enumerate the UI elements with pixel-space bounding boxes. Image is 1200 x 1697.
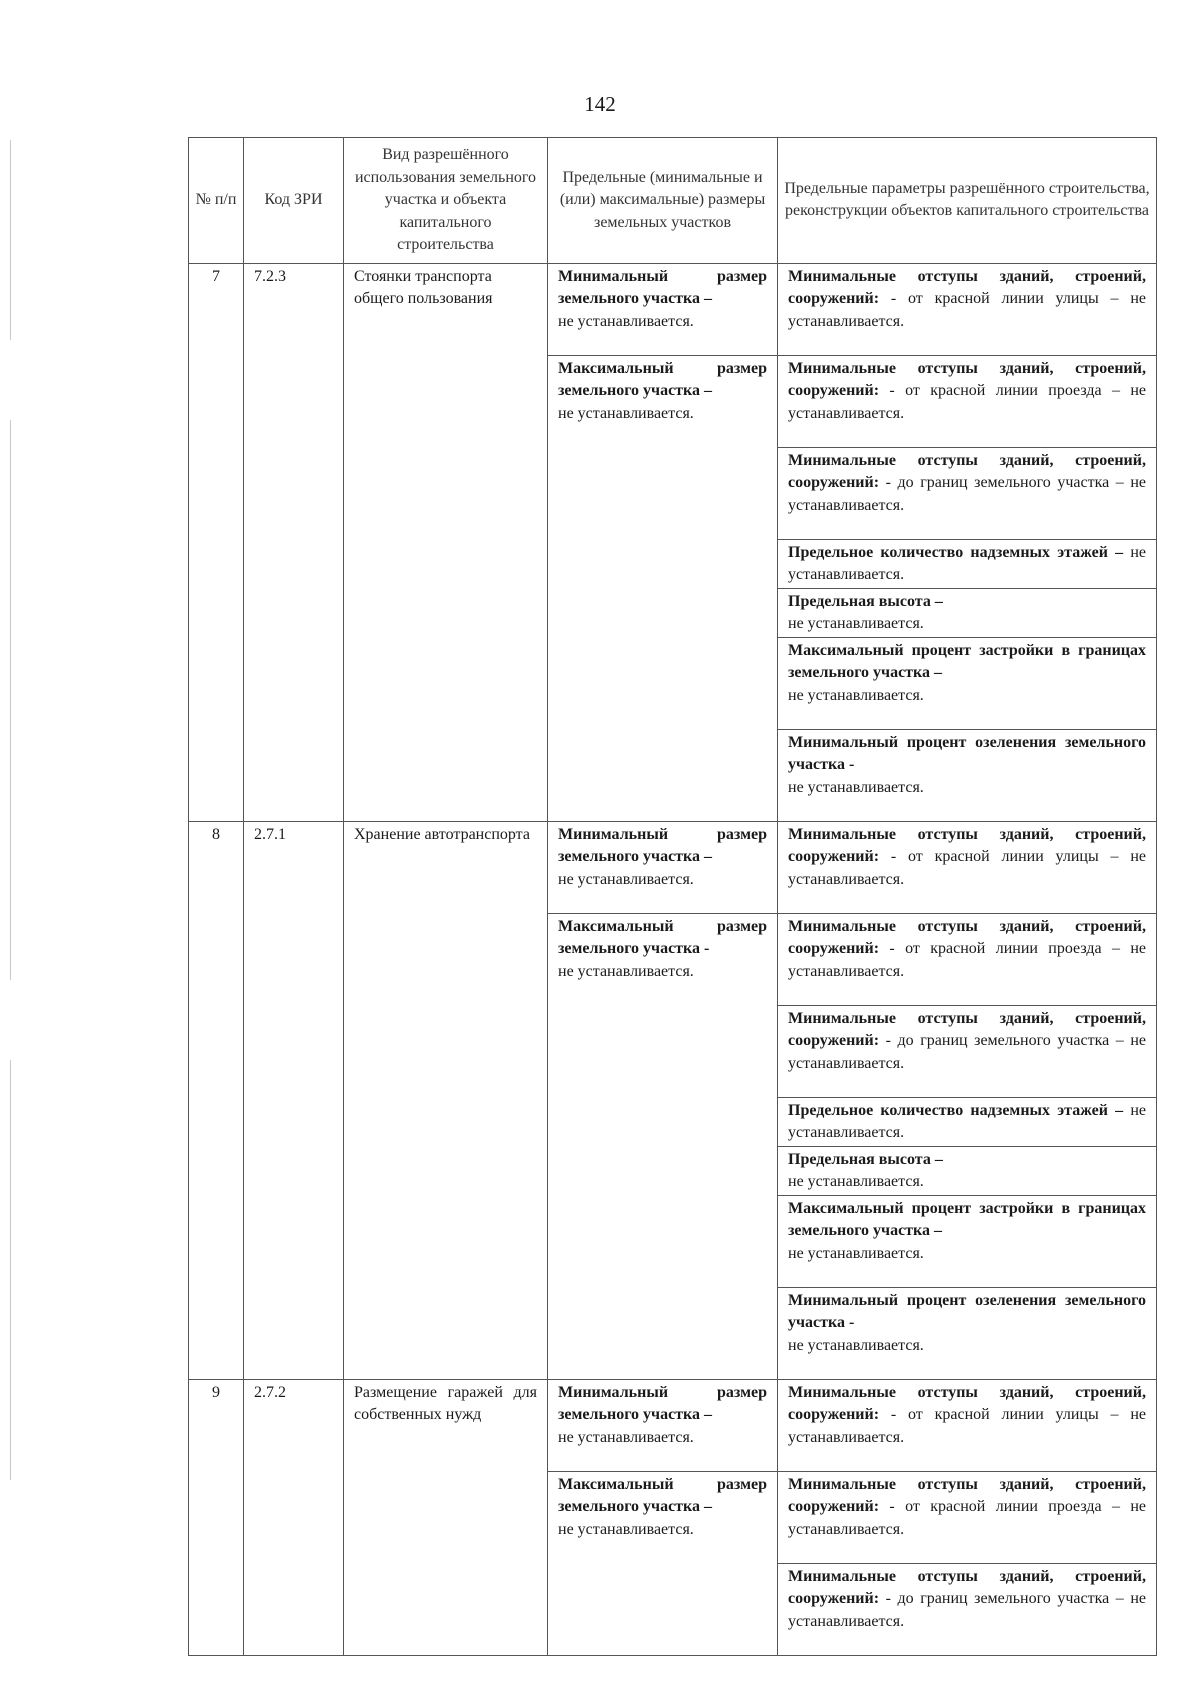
size-max-value: не устанавливается. — [558, 404, 694, 422]
param-label: Максимальный процент застройки в границах земельного участка – — [788, 1199, 1146, 1239]
param-value: - от красной линии проезда – не устанавливается. — [788, 382, 1147, 422]
size-max-label: Максимальный размер земельного участка - — [558, 917, 767, 957]
param-label: Минимальные отступы зданий, строений, сооружений: — [788, 825, 1146, 865]
param-label: Минимальные отступы зданий, строений, сооружений: — [788, 267, 1146, 307]
header-code: Код ЗРИ — [244, 138, 344, 264]
param-cell — [778, 588, 1157, 637]
param-cell — [778, 637, 1157, 729]
param-cell — [778, 1146, 1157, 1195]
param-cell — [778, 1379, 1157, 1471]
param-value: не устанавливается. — [788, 1173, 924, 1190]
param-label: Минимальные отступы зданий, строений, сооружений: — [788, 1383, 1146, 1423]
param-cell — [778, 913, 1157, 1005]
param-label: Минимальные отступы зданий, строений, сооружений: — [788, 1567, 1146, 1607]
scan-margin-line — [10, 140, 11, 340]
param-value: не устанавливается. — [788, 543, 1146, 583]
row-number: 7 — [189, 263, 244, 821]
param-cell — [778, 1005, 1157, 1097]
row-number: 9 — [189, 1379, 244, 1655]
param-label: Минимальные отступы зданий, строений, сооружений: — [788, 451, 1146, 491]
param-value: - до границ земельного участка – не устанавливается. — [788, 474, 1147, 514]
param-value: - до границ земельного участка – не устанавливается. — [788, 1590, 1147, 1630]
param-value: - от красной линии проезда – не устанавливается. — [788, 940, 1147, 980]
size-min-value: не устанавливается. — [558, 870, 694, 888]
param-cell — [778, 1471, 1157, 1563]
size-max-label: Максимальный размер земельного участка – — [558, 359, 767, 399]
param-cell — [778, 1287, 1157, 1379]
param-label: Предельное количество надземных этажей – — [788, 543, 1124, 561]
param-label: Предельное количество надземных этажей – — [788, 1101, 1124, 1119]
param-cell — [778, 539, 1157, 588]
param-value: не устанавливается. — [788, 686, 924, 704]
table-row-group — [189, 1379, 1157, 1655]
param-cell — [778, 729, 1157, 821]
param-value: не устанавливается. — [788, 1244, 924, 1262]
param-label: Минимальные отступы зданий, строений, сооружений: — [788, 917, 1146, 957]
size-min-value: не устанавливается. — [558, 1428, 694, 1446]
header-type: Вид разрешённого использования земельного участка и объекта капитального строительства — [344, 138, 548, 264]
table-row — [189, 1379, 1157, 1471]
param-label: Минимальные отступы зданий, строений, сооружений: — [788, 1475, 1146, 1515]
param-value: - от красной линии улицы – не устанавливается. — [788, 290, 1147, 330]
param-value: не устанавливается. — [788, 778, 924, 796]
table-row-group — [189, 263, 1157, 821]
param-value: не устанавливается. — [788, 1336, 924, 1354]
row-number: 8 — [189, 821, 244, 1379]
param-value: не устанавливается. — [788, 615, 924, 632]
row-code: 2.7.2 — [244, 1379, 344, 1655]
table-row — [189, 821, 1157, 913]
row-code: 2.7.1 — [244, 821, 344, 1379]
param-value: - от красной линии улицы – не устанавливается. — [788, 1406, 1147, 1446]
param-label: Максимальный процент застройки в границах земельного участка – — [788, 641, 1146, 681]
table-row-group — [189, 821, 1157, 1379]
table-row — [189, 263, 1157, 355]
size-min-label: Минимальный размер земельного участка – — [558, 825, 767, 865]
param-cell — [778, 821, 1157, 913]
param-cell — [778, 1563, 1157, 1655]
row-use-type: Размещение гаражей для собственных нужд — [344, 1379, 548, 1655]
param-value: - от красной линии проезда – не устанавливается. — [788, 1498, 1147, 1538]
row-use-type: Стоянки транспорта общего пользования — [344, 263, 548, 821]
param-label: Минимальные отступы зданий, строений, сооружений: — [788, 1009, 1146, 1049]
regulations-table — [188, 137, 1157, 1656]
table-header-row — [189, 138, 1157, 264]
scan-margin-line — [10, 420, 11, 980]
size-max-label: Максимальный размер земельного участка – — [558, 1475, 767, 1515]
param-value: - до границ земельного участка – не устанавливается. — [788, 1032, 1147, 1072]
param-label: Минимальный процент озеленения земельного участка - — [788, 733, 1146, 773]
param-cell — [778, 263, 1157, 355]
row-use-type: Хранение автотранспорта — [344, 821, 548, 1379]
size-max-cell — [548, 355, 778, 821]
param-label: Предельная высота – — [788, 1150, 943, 1168]
header-num: № п/п — [189, 138, 244, 264]
scan-margin-line — [10, 1060, 11, 1480]
size-max-value: не устанавливается. — [558, 1520, 694, 1538]
page-number: 142 — [584, 92, 616, 116]
size-max-value: не устанавливается. — [558, 962, 694, 980]
size-max-cell — [548, 913, 778, 1379]
row-code: 7.2.3 — [244, 263, 344, 821]
param-cell — [778, 355, 1157, 447]
size-min-value: не устанавливается. — [558, 312, 694, 330]
param-label: Предельная высота – — [788, 592, 943, 610]
param-value: не устанавливается. — [788, 1101, 1146, 1141]
size-min-cell — [548, 263, 778, 355]
param-label: Минимальный процент озеленения земельного участка - — [788, 1291, 1146, 1331]
header-params: Предельные параметры разрешённого строительства, реконструкции объектов капитального строительства — [778, 138, 1157, 264]
size-min-cell — [548, 821, 778, 913]
param-value: - от красной линии улицы – не устанавливается. — [788, 848, 1147, 888]
param-cell — [778, 1097, 1157, 1146]
size-min-label: Минимальный размер земельного участка – — [558, 1383, 767, 1423]
header-sizes: Предельные (минимальные и (или) максимальные) размеры земельных участков — [548, 138, 778, 264]
size-min-label: Минимальный размер земельного участка – — [558, 267, 767, 307]
size-max-cell — [548, 1471, 778, 1655]
param-cell — [778, 1195, 1157, 1287]
param-cell — [778, 447, 1157, 539]
param-label: Минимальные отступы зданий, строений, сооружений: — [788, 359, 1146, 399]
size-min-cell — [548, 1379, 778, 1471]
